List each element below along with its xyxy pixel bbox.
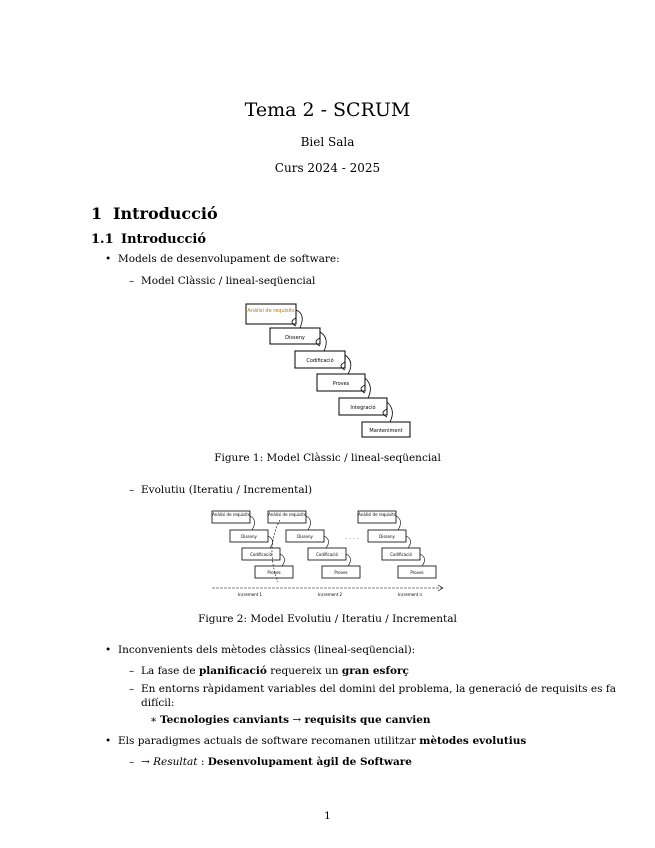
figure1-caption: Figure 1: Model Clàssic / lineal-seqüencial (214, 452, 441, 464)
page-number: 1 (324, 810, 331, 822)
bullet-models: Models de desenvolupament de software: (118, 253, 340, 265)
waterfall-step-1 (246, 304, 296, 324)
increment-n-label: Increment n (397, 592, 423, 597)
figure1-waterfall-diagram (240, 300, 415, 440)
item-resultat (141, 756, 412, 768)
dash-marker: – (129, 683, 135, 695)
waterfall-step-1-label-a: Anàlisi de requisits (247, 308, 295, 314)
tecno-bold2: requisits que canvien (304, 714, 431, 726)
waterfall-step-2-label: Disseny (285, 335, 305, 341)
bullet-inconvenients: Inconvenients dels mètodes clàssics (lineal-seqüencial): (118, 644, 416, 656)
increment-2-label: Increment 2 (317, 592, 343, 597)
increment-1-step-3: Codificació (250, 552, 272, 557)
waterfall-step-3-label: Codificació (306, 358, 334, 364)
document-author: Biel Sala (300, 135, 355, 149)
section-title: Introducció (113, 204, 218, 223)
timeline-axis (212, 585, 443, 597)
star-marker: ∗ (150, 714, 158, 726)
tecno-bold1: Tecnologies canviants (160, 714, 290, 726)
waterfall-step-4-label: Proves (332, 381, 350, 387)
paradigmes-bold: mètodes evolutius (419, 735, 527, 747)
figure2-caption: Figure 2: Model Evolutiu / Iteratiu / Incremental (198, 613, 457, 625)
resultat-arrow: → (141, 756, 150, 768)
plan-text-pre: La fase de (141, 665, 199, 677)
waterfall-step-5-label: Integració (350, 405, 376, 411)
increment-2-step-1: Anàlisi de requisits (268, 512, 306, 517)
resultat-bold: Desenvolupament àgil de Software (207, 756, 412, 768)
increment-n-group (358, 511, 436, 578)
increment-2-step-2: Disseny (297, 534, 313, 539)
subsection-number: 1.1 (91, 232, 114, 247)
increment-1-step-2: Disseny (241, 534, 257, 539)
increment-2-step-3: Codificació (316, 552, 338, 557)
increment-2-step-4: Proves (334, 570, 348, 575)
ellipsis-dots: . . . . (345, 534, 359, 541)
document-date: Curs 2024 - 2025 (274, 161, 381, 175)
plan-text-mid: requereix un (266, 665, 342, 677)
section-number: 1 (91, 204, 103, 223)
bullet-marker: • (105, 735, 112, 747)
dash-marker: – (129, 275, 135, 287)
waterfall-step-2 (270, 328, 320, 344)
tecno-arrow: → (292, 714, 302, 726)
increment-n-step-1: Anàlisi de requisits (358, 512, 396, 517)
waterfall-step-3 (295, 351, 345, 368)
plan-text-bold2: gran esforç (341, 665, 409, 677)
waterfall-step-6 (362, 422, 410, 437)
dash-marker: – (129, 665, 135, 677)
increment-1-step-1: Anàlisi de requisits (212, 512, 250, 517)
dash-marker: – (129, 756, 135, 768)
subsection-heading (91, 232, 206, 247)
item-tecnologies (160, 714, 431, 726)
waterfall-step-4 (317, 374, 365, 391)
item-planificacio (141, 665, 409, 677)
plan-text-bold1: planificació (198, 665, 267, 677)
resultat-label: Resultat (153, 756, 198, 768)
increment-n-step-2: Disseny (379, 534, 395, 539)
increment-1-label: Increment 1 (237, 592, 263, 597)
waterfall-step-5 (339, 398, 387, 415)
increment-n-step-3: Codificació (390, 552, 412, 557)
section-heading (91, 204, 218, 223)
figure2-incremental-diagram (210, 508, 450, 600)
item-entorns-line1: En entorns ràpidament variables del domini del problema, la generació de requisits es fa (141, 683, 616, 695)
paradigmes-pre: Els paradigmes actuals de software recomanen utilitzar (118, 735, 420, 747)
item-model-classic: Model Clàssic / lineal-seqüencial (141, 275, 316, 287)
item-entorns-line2: difícil: (141, 697, 175, 709)
bullet-paradigmes (118, 735, 526, 747)
bullet-marker: • (105, 644, 112, 656)
subsection-title: Introducció (121, 232, 207, 247)
item-model-evolutiu: Evolutiu (Iteratiu / Incremental) (141, 484, 313, 496)
increment-1-step-4: Proves (267, 570, 281, 575)
resultat-sep: : (197, 756, 208, 768)
dash-marker: – (129, 484, 135, 496)
waterfall-step-6-label: Manteniment (369, 428, 403, 434)
increment-n-step-4: Proves (410, 570, 424, 575)
bullet-marker: • (105, 253, 112, 265)
document-title: Tema 2 - SCRUM (244, 99, 411, 121)
